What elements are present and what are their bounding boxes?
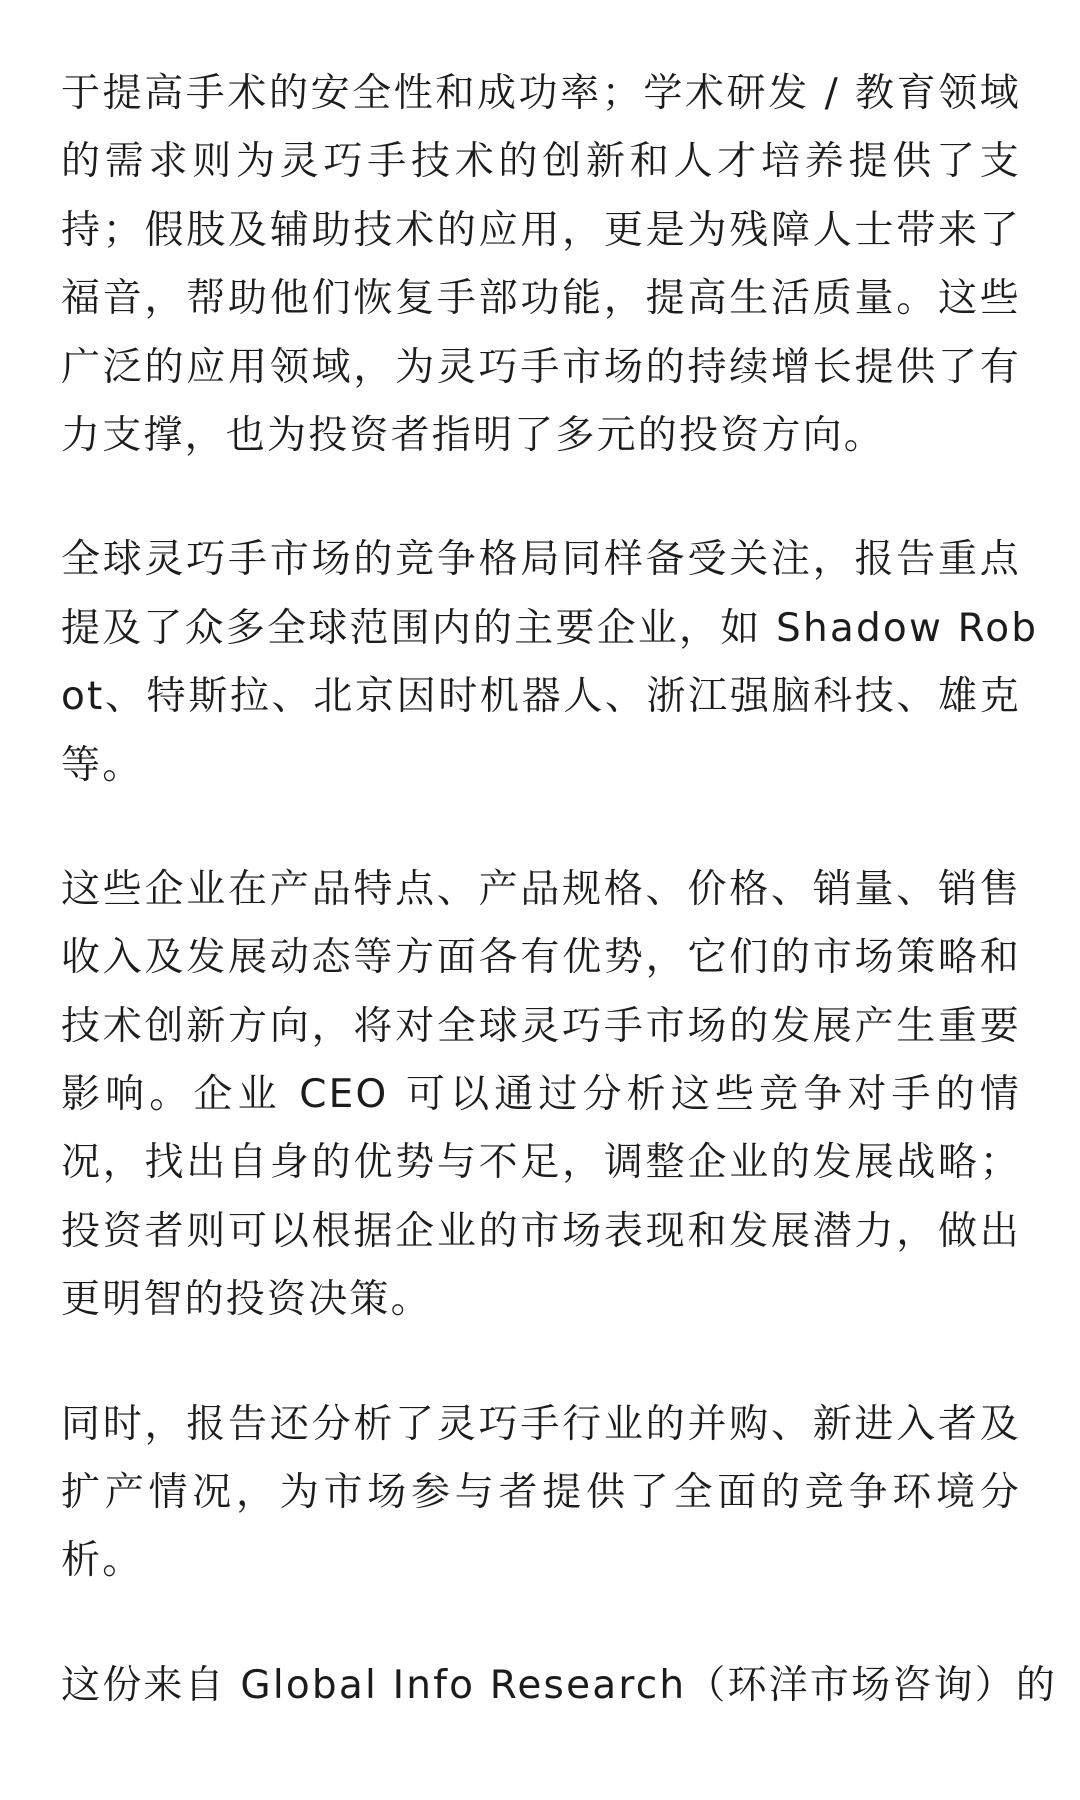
text-line: 技术创新方向，将对全球灵巧手市场的发展产生重要	[61, 1003, 1021, 1049]
text-line: 况，找出自身的优势与不足，调整企业的发展战略；	[61, 1140, 1021, 1186]
paragraph-competition	[61, 526, 1039, 800]
text-line: 持；假肢及辅助技术的应用，更是为残障人士带来了	[61, 207, 1021, 253]
text-line: 提及了众多全球范围内的主要企业，如 Shadow Rob	[61, 605, 1039, 651]
text-line: 全球灵巧手市场的竞争格局同样备受关注，报告重点	[61, 537, 1021, 583]
text-line: 投资者则可以根据企业的市场表现和发展潜力，做出	[61, 1208, 1021, 1254]
text-line: 扩产情况，为市场参与者提供了全面的竞争环境分	[61, 1470, 1021, 1516]
text-line: 力支撑，也为投资者指明了多元的投资方向。	[61, 412, 886, 458]
text-line: 影响。企业 CEO 可以通过分析这些竞争对手的情	[61, 1072, 1021, 1118]
text-line: 同时，报告还分析了灵巧手行业的并购、新进入者及	[61, 1401, 1021, 1447]
text-line: 的需求则为灵巧手技术的创新和人才培养提供了支	[61, 139, 1021, 185]
paragraph-mergers	[61, 1391, 1021, 1596]
text-line: 析。	[61, 1538, 144, 1584]
article-body	[61, 60, 1058, 1776]
paragraph-applications	[61, 60, 1021, 470]
text-line: 等。	[61, 742, 144, 788]
text-line: 福音，帮助他们恢复手部功能，提高生活质量。这些	[61, 276, 1021, 322]
text-line: 于提高手术的安全性和成功率；学术研发 / 教育领域	[61, 71, 1021, 116]
text-line: ot、特斯拉、北京因时机器人、浙江强脑科技、雄克	[61, 674, 1021, 720]
text-line: 收入及发展动态等方面各有优势，它们的市场策略和	[61, 935, 1021, 981]
text-line: 这些企业在产品特点、产品规格、价格、销量、销售	[61, 866, 1021, 912]
text-line: 这份来自 Global Info Research（环洋市场咨询）的	[61, 1662, 1058, 1708]
text-line: 更明智的投资决策。	[61, 1277, 432, 1323]
text-line: 广泛的应用领域，为灵巧手市场的持续增长提供了有	[61, 344, 1021, 390]
paragraph-enterprises	[61, 856, 1021, 1335]
paragraph-source	[61, 1652, 1058, 1720]
